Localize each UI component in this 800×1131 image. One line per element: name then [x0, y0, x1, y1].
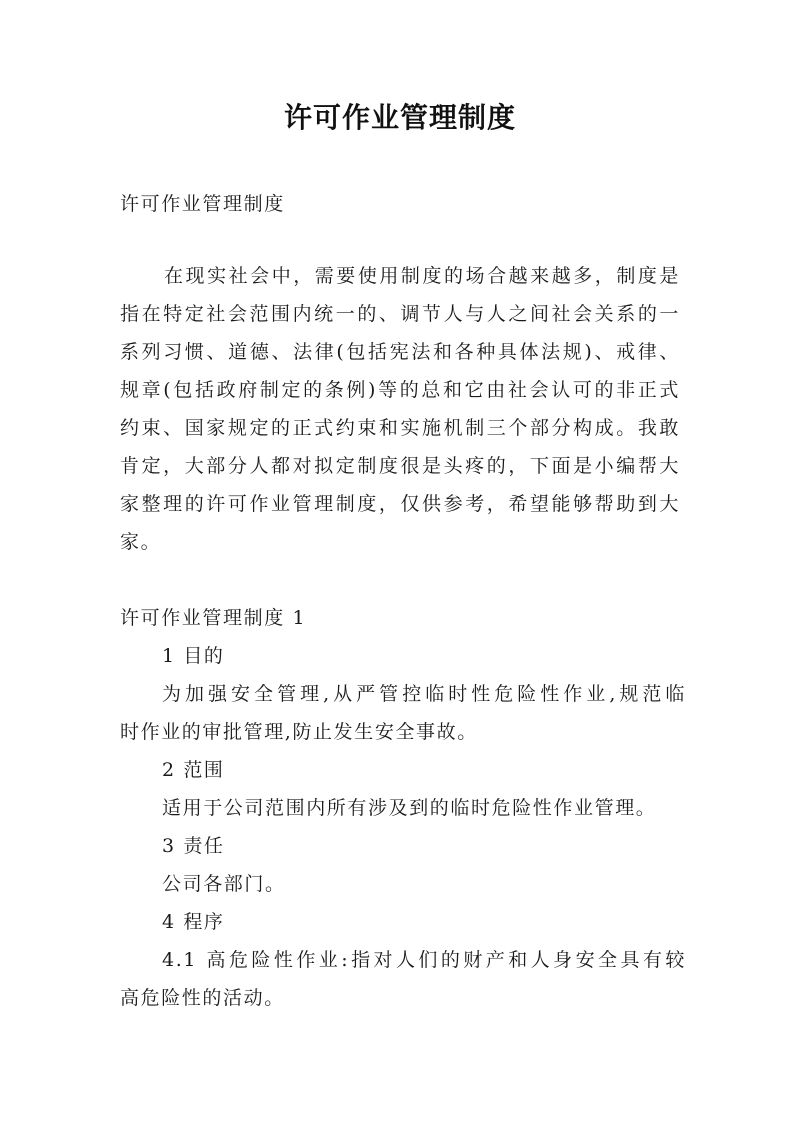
intro-line: 系列习惯、道德、法律(包括宪法和各种具体法规)、戒律、	[120, 341, 680, 363]
item-title-scope: 2 范围	[162, 759, 225, 781]
document-title: 许可作业管理制度	[283, 101, 516, 134]
item-text-scope: 适用于公司范围内所有涉及到的临时危险性作业管理。	[162, 797, 657, 819]
intro-line: 家。	[120, 531, 162, 553]
item-text-purpose: 时作业的审批管理,防止发生安全事故。	[120, 721, 478, 743]
intro-line: 指在特定社会范围内统一的、调节人与人之间社会关系的一	[120, 303, 680, 325]
item-text-responsibility: 公司各部门。	[162, 873, 286, 895]
intro-line: 家整理的许可作业管理制度，仅供参考，希望能够帮助到大	[120, 493, 680, 515]
item-title-purpose: 1 目的	[162, 645, 225, 667]
intro-line: 规章(包括政府制定的条例)等的总和它由社会认可的非正式	[120, 379, 680, 401]
section-heading: 许可作业管理制度 1	[120, 607, 307, 629]
document-subtitle: 许可作业管理制度	[120, 193, 285, 215]
item-title-responsibility: 3 责任	[162, 835, 225, 857]
intro-line: 肯定，大部分人都对拟定制度很是头疼的，下面是小编帮大	[120, 455, 680, 477]
item-title-procedure: 4 程序	[162, 911, 225, 933]
intro-line: 约束、国家规定的正式约束和实施机制三个部分构成。我敢	[120, 417, 680, 439]
intro-line: 在现实社会中，需要使用制度的场合越来越多，制度是	[164, 265, 680, 287]
item-text-procedure: 4.1 高危险性作业:指对人们的财产和人身安全具有较	[162, 949, 686, 971]
item-text-procedure: 高危险性的活动。	[120, 987, 285, 1009]
item-text-purpose: 为加强安全管理,从严管控临时性危险性作业,规范临	[162, 683, 686, 705]
